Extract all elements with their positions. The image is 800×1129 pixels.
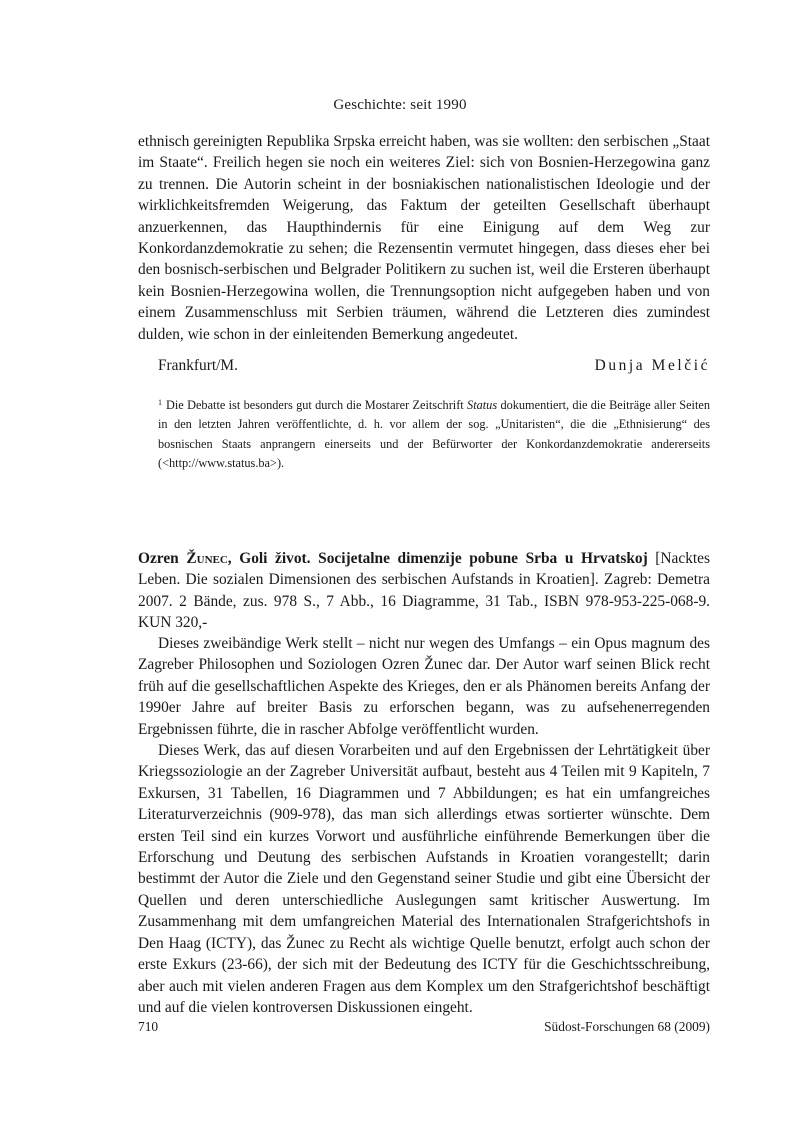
review-bibliographic-header [138,548,710,634]
footnote-italic: Status [467,398,498,412]
review-author-last: Žunec [186,550,228,567]
signature-place: Frankfurt/M. [158,357,238,374]
footnote-text-after: dokumentiert, die die Beiträge aller Seiten in den letzten Jahren veröffentlichte, d. h. vor allem der sog. „Unitaristen“, die die „Ethnisierung“ des bosnischen Staats anprangern einerseits und der Befürworter der Konkordanzdemokratie andererseits (<http://www.status.ba>). [158,398,710,470]
journal-citation: Südost-Forschungen 68 (2009) [544,1019,710,1034]
body-paragraph: ethnisch gereinigten Republika Srpska erreicht haben, was sie wollten: den serbischen „Staat im Staate“. Freilich hegen sie noch ein weiteres Ziel: sich von Bosnien-Herzegowina ganz zu trennen. Die Autorin scheint in der bosniakischen nationalistischen Ideologie und der wirklichkeitsfremden Weigerung, das Faktum der geteilten Gesellschaft überhaupt anzuerkennen, das Haupthindernis für eine Einigung auf dem Weg zur Konkordanzdemokratie zu sehen; die Rezensentin vermutet hingegen, dass dieses eher bei den bosnisch-serbischen und Belgrader Politikern zu suchen ist, weil die Ersteren überhaupt kein Bosnien-Herzegowina wollen, die Trennungsoption nicht aufgegeben haben und von einem Zusammenschluss mit Serbien träumen, während die Letzteren dies zumindest dulden, wie schon in der einleitenden Bemerkung angedeutet. [138,133,710,343]
review-body [138,633,710,1018]
review-author-first: Ozren [138,550,187,567]
review-paragraph: Dieses Werk, das auf diesen Vorarbeiten und auf den Ergebnissen der Lehrtätigkeit über Kriegssoziologie an der Zagreber Universität aufbaut, besteht aus 4 Teilen mit 9 Kapiteln, 7 Exkursen, 31 Tabellen, 16 Diagrammen und 7 Abbildungen; es hat ein umfangreiches Literaturverzeichnis (909-978), das man sich allerdings etwas sortierter wünschte. Dem ersten Teil sind ein kurzes Vorwort und ausführliche einführende Bemerkungen über die Erforschung und Deutung des serbischen Aufstands in Kroatien vorangestellt; darin bestimmt der Autor die Ziele und den Gegenstand seiner Studie und gibt eine Übersicht der Quellen und deren unterschiedliche Auslegungen samt kritischer Auswertung. Im Zusammenhang mit dem umfangreichen Material des Internationalen Strafgerichtshofs in Den Haag (ICTY), das Žunec zu Recht als wichtige Quelle benutzt, erfolgt auch schon der erste Exkurs (23-66), der sich mit der Bedeutung des ICTY für die Geschichtsschreibung, aber auch mit vielen anderen Fragen aus dem Komplex um den Strafgerichtshof beschäftigt und auf die vielen kontroversen Diskussionen eingeht. [138,742,710,1016]
review-book-details: [Nacktes Leben. Die sozialen Dimensionen des serbischen Aufstands in Kroatien]. Zagreb: Demetra 2007. 2 Bände, zus. 978 S., 7 Abb., 16 Diagramme, 31 Tab., ISBN 978-953-225-068-9. KUN 320,- [138,550,710,632]
footnote [158,393,710,473]
signature-author: Dunja Melčić [594,357,710,374]
review-book-title: , Goli život. Socijetalne dimenzije pobune Srba u Hrvatskoj [227,550,648,567]
footnote-text-before: Die Debatte ist besonders gut durch die Mostarer Zeitschrift [166,398,468,412]
footnote-marker: 1 [158,398,162,407]
page-footer [138,1019,710,1035]
running-head: Geschichte: seit 1990 [333,97,467,113]
review-paragraph: Dieses zweibändige Werk stellt – nicht nur wegen des Umfangs – ein Opus magnum des Zagreber Philosophen und Soziologen Ozren Žunec dar. Der Autor warf seinen Blick recht früh auf die gesellschaftlichen Aspekte des Krieges, den er als Phänomen bereits Anfang der 1990er Jahre auf breiter Basis zu erforschen begann, was zu aufsehenerregenden Ergebnissen führte, die in rascher Abfolge veröffentlicht wurden. [138,635,710,738]
review-signature [158,355,710,376]
review-conclusion [138,131,710,345]
page-number: 710 [138,1019,159,1034]
